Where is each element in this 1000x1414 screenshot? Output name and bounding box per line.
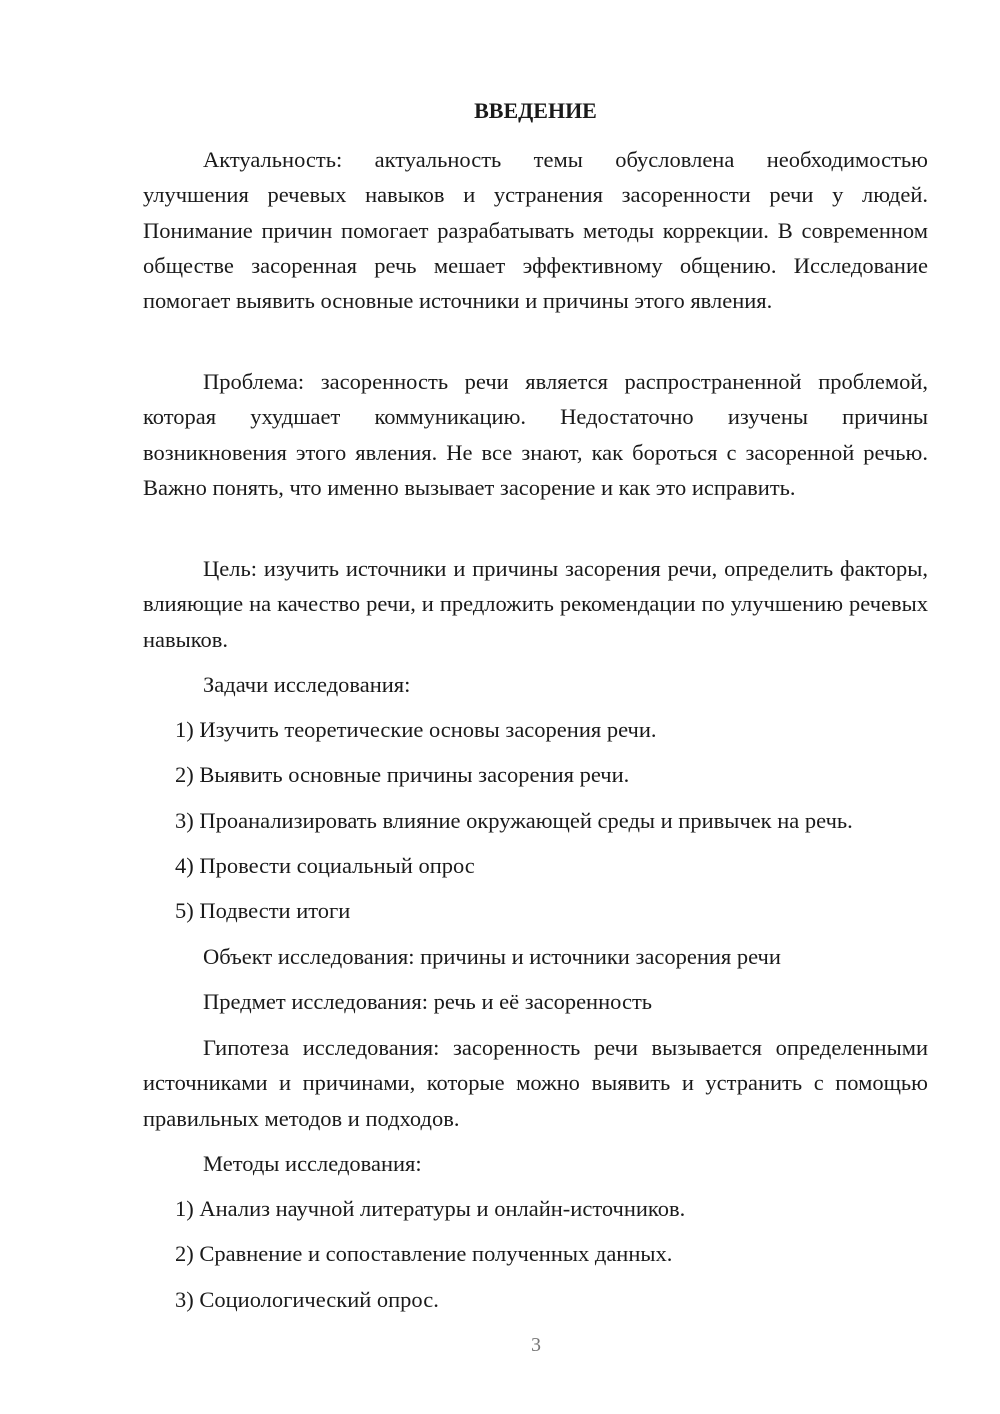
hypothesis-paragraph: Гипотеза исследования: засоренность речи вызывается определенными источниками и причинами, которые можно выявить и устранить с помощью правильных методов и подходов. xyxy=(143,1035,928,1131)
method-item-1: 1) Анализ научной литературы и онлайн-источников. xyxy=(175,1196,686,1221)
research-subject: Предмет исследования: речь и её засоренность xyxy=(203,989,653,1014)
page-number: 3 xyxy=(531,1334,541,1356)
relevance-paragraph: Актуальность: актуальность темы обусловлена необходимостью улучшения речевых навыков и устранения засоренности речи у людей. Понимание причин помогает разрабатывать методы коррекции. В современном обществе засоренная речь мешает эффективному общению. Исследование помогает выявить основные источники и причины этого явления. xyxy=(143,147,928,314)
goal-paragraph: Цель: изучить источники и причины засорения речи, определить факторы, влияющие на качество речи, и предложить рекомендации по улучшению речевых навыков. xyxy=(143,556,928,652)
tasks-heading: Задачи исследования: xyxy=(203,672,411,697)
method-item-3: 3) Социологический опрос. xyxy=(175,1287,439,1312)
task-item-3: 3) Проанализировать влияние окружающей среды и привычек на речь. xyxy=(175,808,853,833)
research-object: Объект исследования: причины и источники засорения речи xyxy=(203,944,781,969)
task-item-2: 2) Выявить основные причины засорения речи. xyxy=(175,762,630,787)
methods-heading: Методы исследования: xyxy=(203,1151,422,1176)
problem-paragraph: Проблема: засоренность речи является распространенной проблемой, которая ухудшает коммуникацию. Недостаточно изучены причины возникновения этого явления. Не все знают, как бороться с засоренной речью. Важно понять, что именно вызывает засорение и как это исправить. xyxy=(143,369,928,500)
task-item-4: 4) Провести социальный опрос xyxy=(175,853,475,878)
page-title: ВВЕДЕНИЕ xyxy=(474,98,597,123)
task-item-5: 5) Подвести итоги xyxy=(175,898,351,923)
task-item-1: 1) Изучить теоретические основы засорения речи. xyxy=(175,717,657,742)
method-item-2: 2) Сравнение и сопоставление полученных данных. xyxy=(175,1241,673,1266)
